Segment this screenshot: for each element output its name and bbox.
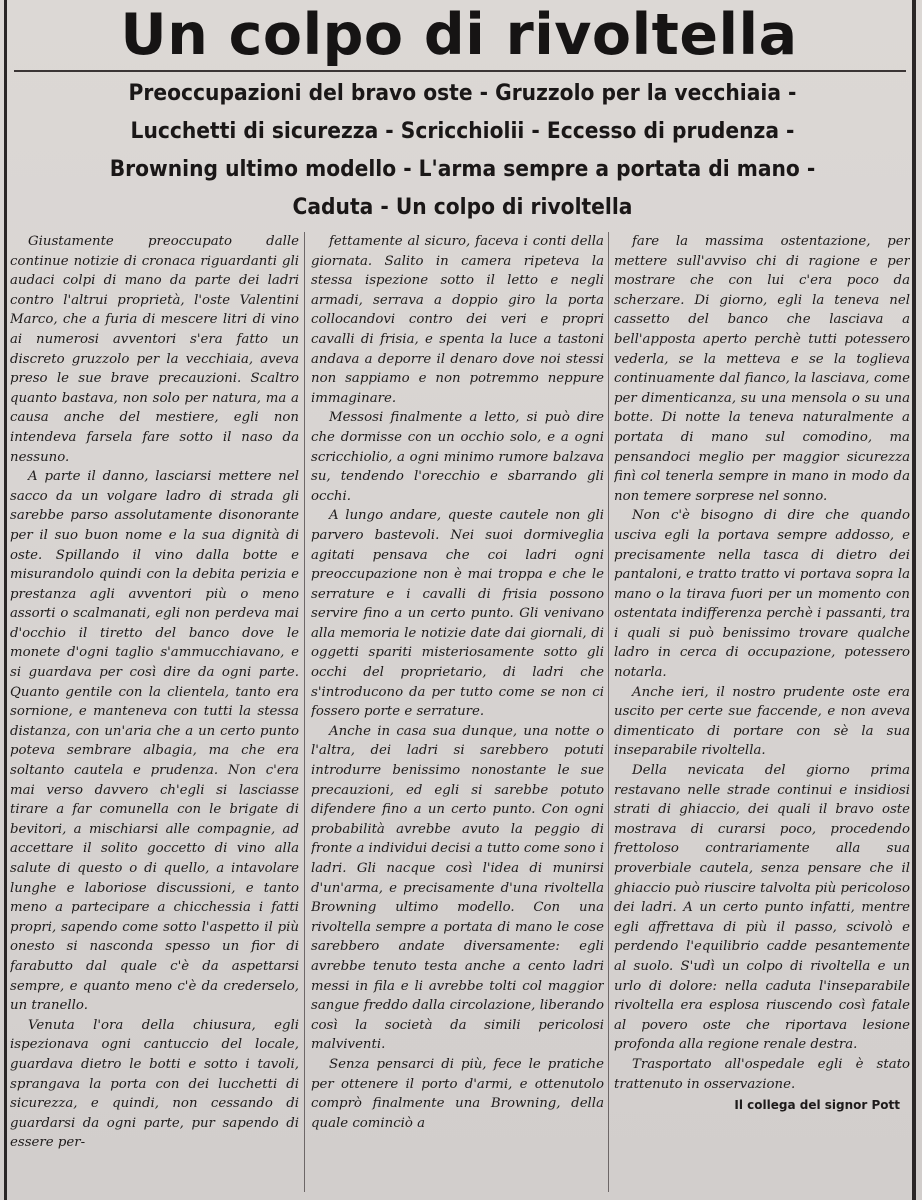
paragraph: Della nevicata del giorno prima restavano nelle strade continui e insidiosi strati di ghiaccio, dei quali il bravo oste mostrava di curarsi poco, procedendo frettoloso contrariamente alla sua proverbiale cautela, senza pensare che il ghiaccio può riuscire talvolta più pericoloso dei ladri. A un certo punto infatti, mentre egli affrettava di più il passo, scivolò e perdendo l'equilibrio cadde pesantemente al suolo. S'udì un colpo di rivoltella e un urlo di dolore: nella caduta l'inseparabile rivoltella era esplosa riuscendo così fatale al povero oste che riportava lesione profonda alla regione renale destra.: [614, 763, 910, 1053]
paragraph: Trasportato all'ospedale egli è stato trattenuto in osservazione.: [614, 1056, 910, 1092]
paragraph: Anche ieri, il nostro prudente oste era uscito per certe sue faccende, e non aveva dimenticato di portare con sè la sua inseparabile rivoltella.: [614, 684, 910, 759]
article-column-1: [10, 232, 299, 1192]
paragraph: fare la massima ostentazione, per mettere sull'avviso chi di ragione e per mostrare che con lui c'era poco da scherzare. Di giorno, egli la teneva nel cassetto del banco che lasciava a bell'apposta aperto perchè tutti potessero vederla, se la metteva e se la toglieva continuamente dal fianco, la lasciava, come per dimenticanza, su una mensola o su una botte. Di notte la teneva naturalmente a portata di mano sul comodino, ma pensandoci meglio per maggior sicurezza finì col tenerla sempre in mano in modo da non temere sorprese nel sonno.: [614, 234, 910, 504]
paragraph: Non c'è bisogno di dire che quando usciva egli la portava sempre addosso, e precisamente nella tasca di dietro dei pantaloni, e tratto tratto vi portava sopra la mano o la tirava fuori per un momento con ostentata indifferenza perchè i passanti, tra i quali si può benissimo trovare qualche ladro in cerca di occupazione, potessero notarla.: [614, 508, 910, 681]
headline-rule: [14, 70, 906, 72]
paragraph: A lungo andare, queste cautele non gli parvero bastevoli. Nei suoi dormiveglia agitati pensava che coi ladri ogni preoccupazione non è mai troppa e che le serrature e i cavalli di frisia possono servire fino a un certo punto. Gli venivano alla memoria le notizie date dai giornali, di oggetti spariti misteriosamente sotto gli occhi del proprietario, di ladri che s'introducono da per tutto come se non ci fossero porte e serrature.: [311, 508, 604, 720]
column-separator: [608, 232, 609, 1192]
headline: Un colpo di rivoltella: [120, 2, 798, 68]
paragraph: Giustamente preoccupato dalle continue notizie di cronaca riguardanti gli audaci colpi di mano da parte dei ladri contro l'altrui proprietà, l'oste Valentini Marco, che a furia di mescere litri di vino ai numerosi avventori s'era fatto un discreto gruzzolo per la vecchiaia, aveva preso le sue brave precauzioni. Scaltro quanto bastava, non solo per natura, ma a causa anche del mestiere, egli non intendeva farsela fare sotto il naso da nessuno.: [10, 234, 299, 465]
paragraph: Messosi finalmente a letto, si può dire che dormisse con un occhio solo, e a ogni scricchiolio, a ogni minimo rumore balzava su, tendendo l'orecchio e sbarrando gli occhi.: [311, 410, 604, 504]
paragraph: Anche in casa sua dunque, una notte o l'altra, dei ladri si sarebbero potuti introdurre benissimo nonostante le sue precauzioni, ed egli si sarebbe potuto difendere fino a un certo punto. Con ogni probabilità avrebbe avuto la peggio di fronte a individui decisi a tutto come sono i ladri. Gli nacque così l'idea di munirsi d'un'arma, e precisamente d'una rivoltella Browning ultimo modello. Con una rivoltella sempre a portata di mano le cose sarebbero andate diversamente: egli avrebbe tenuto testa anche a cento ladri messi in fila e li avrebbe tolti col maggior sangue freddo dalla circolazione, liberando così la società da simili pericolosi malviventi.: [311, 723, 604, 1053]
column-separator: [304, 232, 305, 1192]
left-border-rule: [4, 0, 7, 1200]
byline: Il collega del signor Pott: [734, 1098, 900, 1113]
article-column-3: [614, 232, 910, 1192]
paragraph: A parte il danno, lasciarsi mettere nel sacco da un volgare ladro di strada gli sarebbe parso assolutamente disonorante per il suo buon nome e la sua dignità di oste. Spillando il vino dalla botte e misurandolo quindi con la debita perizia e prestanza agli avventori più o meno assorti o scalmanati, egli non perdeva mai d'occhio il tiretto del banco dove le monete d'ogni taglio s'ammucchiavano, e si guardava per così dire da ogni parte. Quanto gentile con la clientela, tanto era sornione, e manteneva con tutti la stessa distanza, con un'aria che a un certo punto poteva sembrare albagia, ma che era soltanto cautela e prudenza. Non c'era mai verso davvero ch'egli si lasciasse tirare a far comunella con le brigate di bevitori, a mischiarsi alle compagnie, ad accettare il solito goccetto di vino alla salute di questo o di quello, a intavolare lunghe e laboriose discussioni, e tanto meno a partecipare a chicchessia i fatti propri, sapendo come sotto l'aspetto il più onesto si nasconda spesso un fior di farabutto dal quale c'è da aspettarsi sempre, e quanto meno c'è da crederselo, un tranello.: [10, 469, 299, 1014]
paragraph: Venuta l'ora della chiusura, egli ispezionava ogni cantuccio del locale, guardava dietro le botti e sotto i tavoli, sprangava la porta con dei lucchetti di sicurezza, e quindi, non cessando di guardarsi da ogni parte, pur sapendo di essere per-: [10, 1017, 299, 1151]
paragraph: Senza pensarci di più, fece le pratiche per ottenere il porto d'armi, e ottenutolo comprò finalmente una Browning, della quale cominciò a: [311, 1056, 604, 1131]
right-border-rule: [912, 0, 916, 1200]
subheadline: Preoccupazioni del bravo oste - Gruzzolo per la vecchiaia - Lucchetti di sicurezza - Scricchiolii - Eccesso di prudenza - Browning ultimo modello - L'arma sempre a portata di mano - Caduta - Un colpo di rivoltella: [109, 80, 816, 220]
paragraph: fettamente al sicuro, faceva i conti della giornata. Salito in camera ripeteva la stessa ispezione sotto il letto e negli armadi, serrava a doppio giro la porta collocandovi contro dei veri e propri cavalli di frisia, e spenta la luce a tastoni andava a deporre il denaro dove noi stessi non sappiamo e non potremmo neppure immaginare.: [311, 234, 604, 406]
article-column-2: [311, 232, 604, 1192]
